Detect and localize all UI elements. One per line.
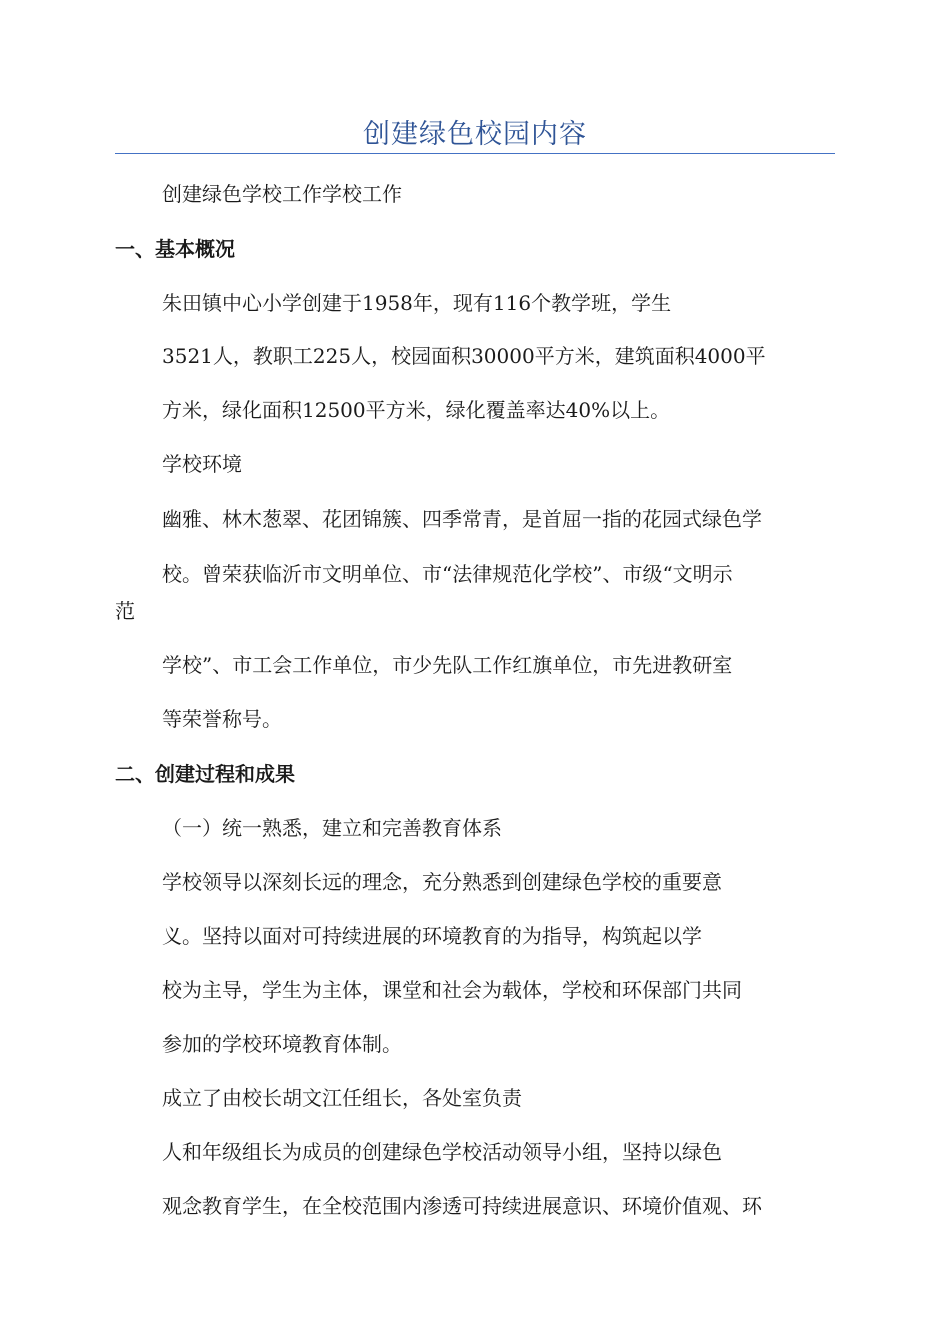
- body-line: 参加的学校环境教育体制。: [162, 1032, 402, 1056]
- body-line: 等荣誉称号。: [162, 707, 282, 731]
- section-heading: 一、基本概况: [115, 237, 235, 261]
- subsection-heading: （一）统一熟悉，建立和完善教育体系: [162, 816, 502, 840]
- body-line: 人和年级组长为成员的创建绿色学校活动领导小组，坚持以绿色: [162, 1140, 722, 1164]
- body-line: 幽雅、林木葱翠、花团锦簇、四季常青，是首屈一指的花园式绿色学: [162, 507, 762, 531]
- body-line: 义。坚持以面对可持续进展的环境教育的为指导，构筑起以学: [162, 924, 702, 948]
- body-line: 方米，绿化面积12500平方米，绿化覆盖率达40%以上。: [162, 398, 671, 422]
- body-line: 学校领导以深刻长远的理念，充分熟悉到创建绿色学校的重要意: [162, 870, 722, 894]
- body-line: 朱田镇中心小学创建于1958年，现有116个教学班，学生: [162, 291, 672, 315]
- body-line: 观念教育学生，在全校范围内渗透可持续进展意识、环境价值观、环: [162, 1194, 762, 1218]
- section-heading: 二、创建过程和成果: [115, 762, 295, 786]
- body-line: 校。曾荣获临沂市文明单位、市“法律规范化学校”、市级“文明示: [162, 562, 733, 586]
- body-line: 校为主导，学生为主体，课堂和社会为载体，学校和环保部门共同: [162, 978, 742, 1002]
- title-underline: [115, 153, 835, 154]
- document-title: 创建绿色校园内容: [363, 119, 587, 150]
- body-line: 范: [115, 599, 135, 623]
- body-line: 学校环境: [162, 452, 242, 476]
- body-line: 学校”、市工会工作单位，市少先队工作红旗单位，市先进教研室: [162, 653, 733, 677]
- body-line: 创建绿色学校工作学校工作: [162, 182, 402, 206]
- body-line: 3521人，教职工225人，校园面积30000平方米，建筑面积4000平: [162, 344, 766, 368]
- body-line: 成立了由校长胡文江任组长，各处室负责: [162, 1086, 522, 1110]
